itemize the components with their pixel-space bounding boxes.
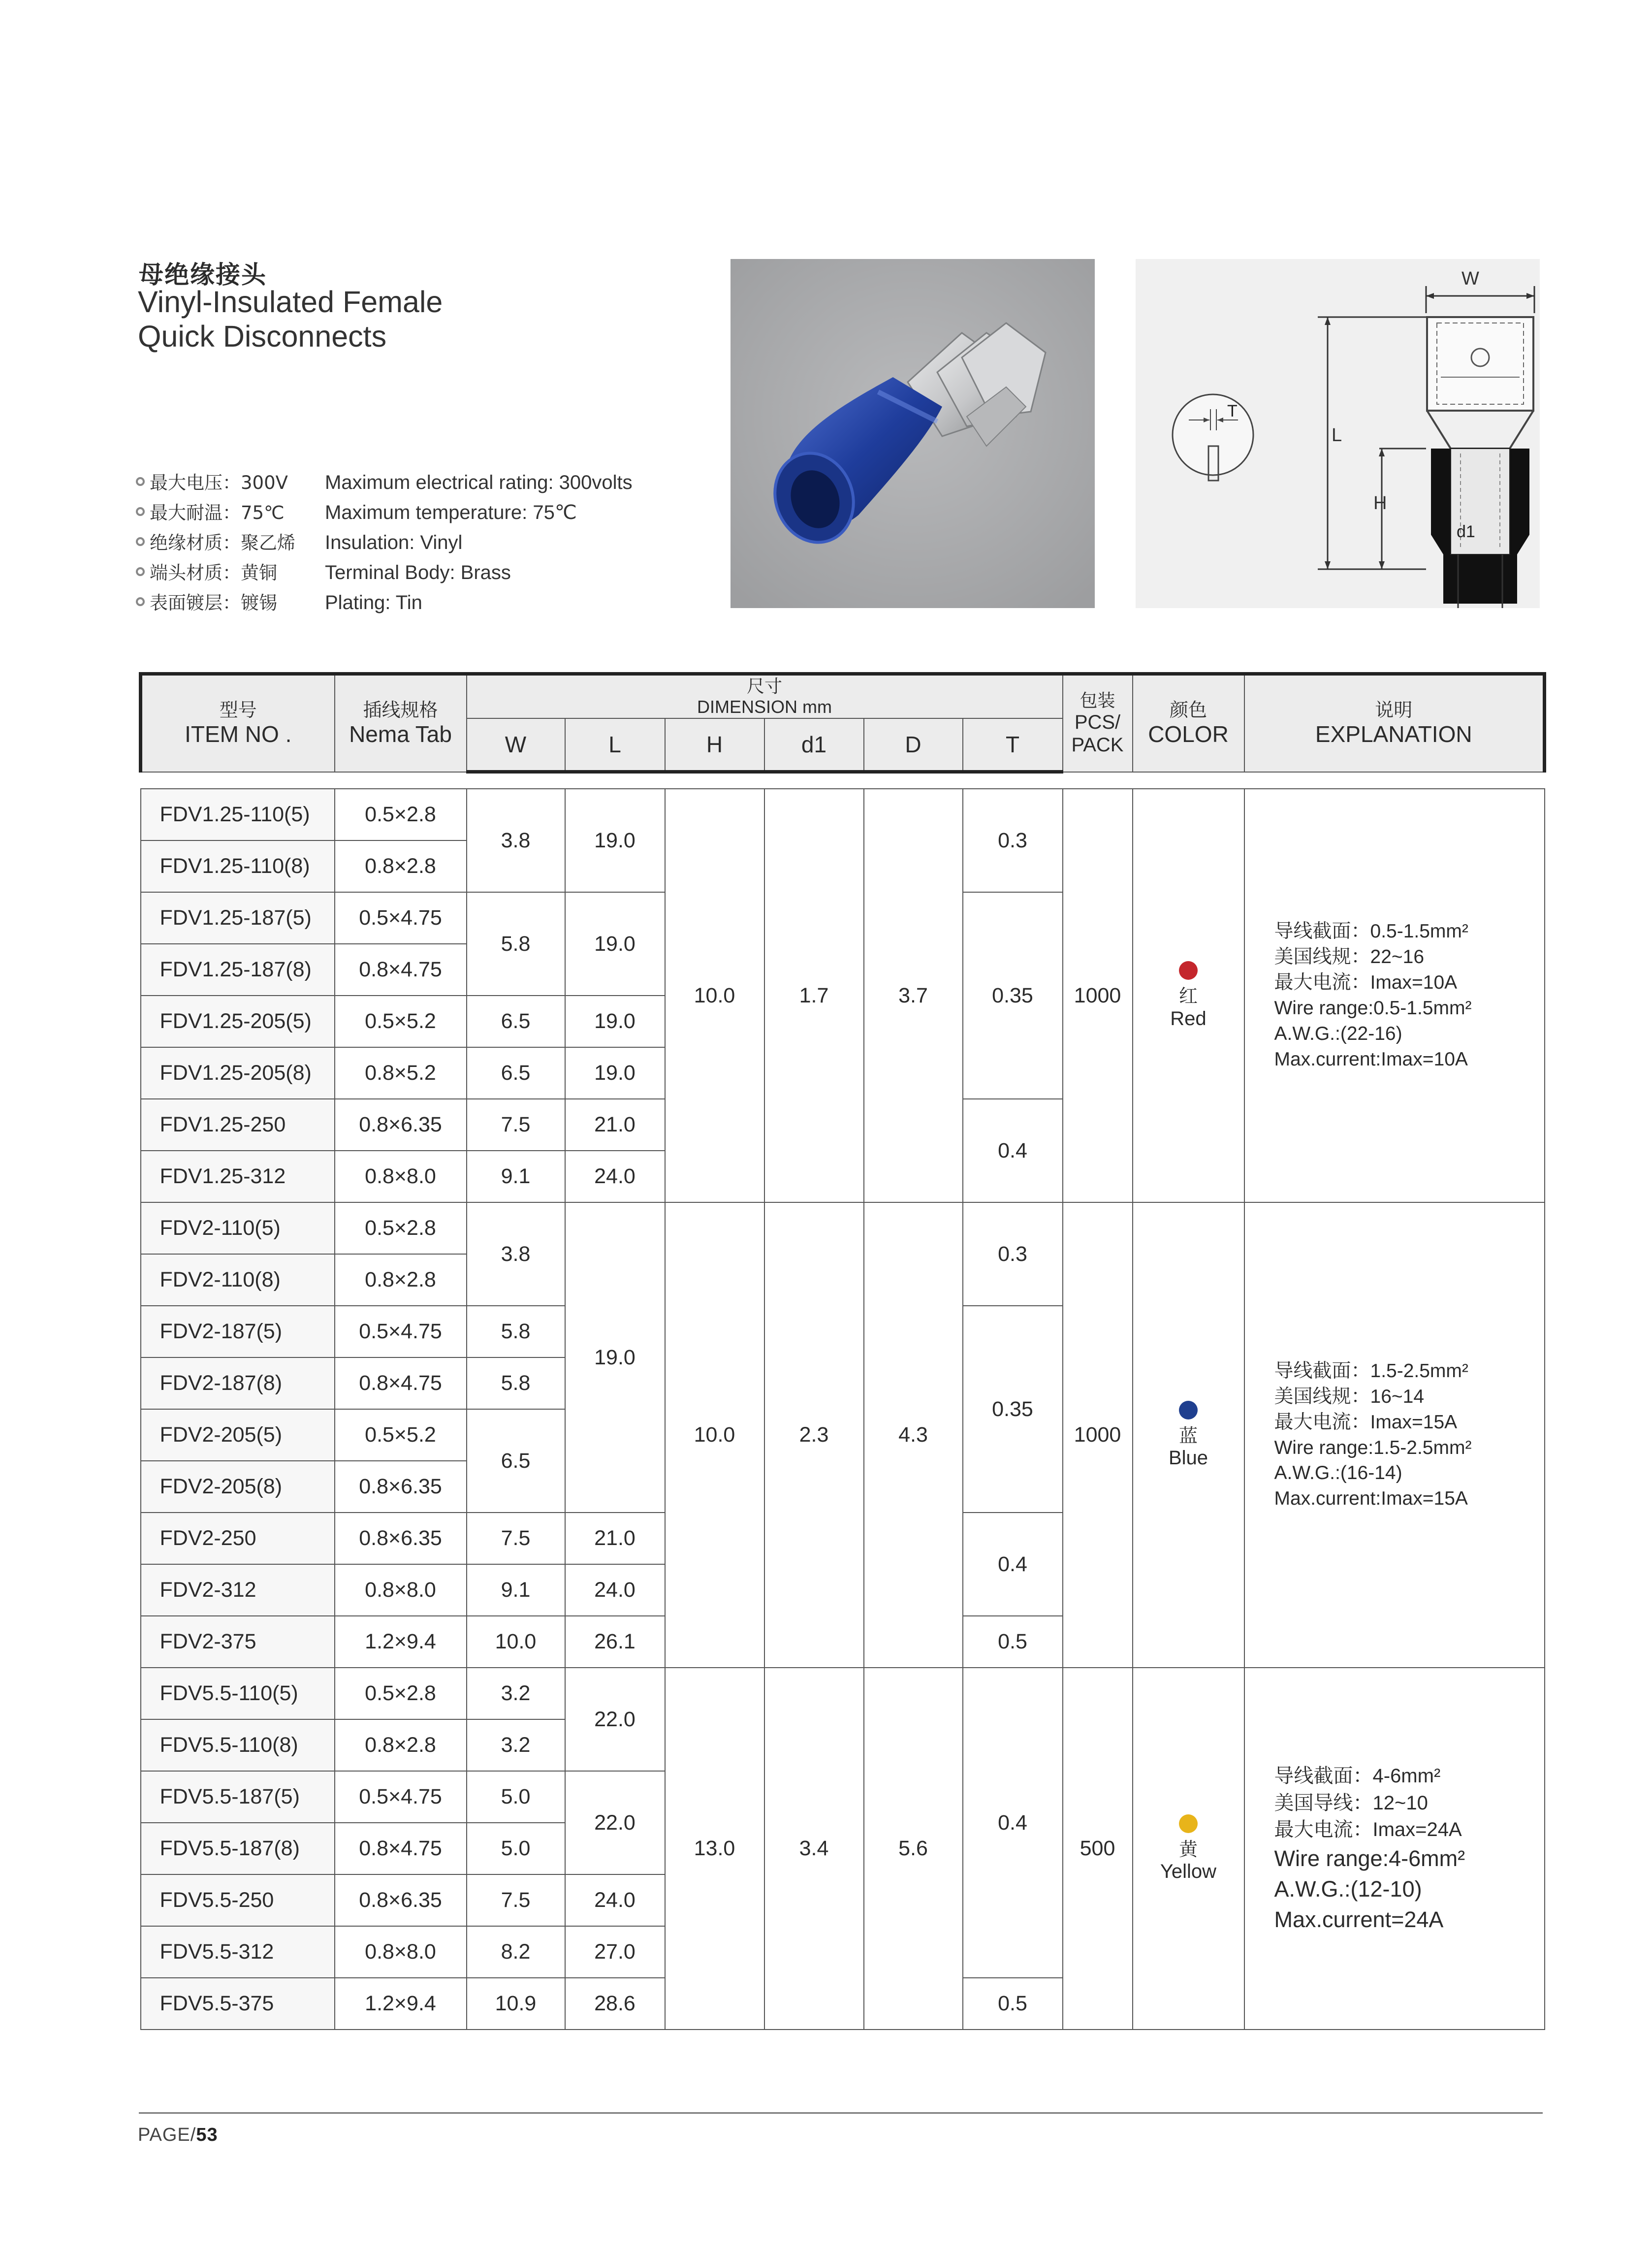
title-english-line1: Vinyl-Insulated Female bbox=[138, 285, 443, 319]
dim-l: 24.0 bbox=[565, 1874, 665, 1926]
bullet-icon bbox=[136, 477, 145, 486]
nema-tab: 0.8×5.2 bbox=[335, 1047, 467, 1099]
dim-d: 3.7 bbox=[864, 789, 963, 1202]
explanation-line: Wire range:0.5-1.5mm² bbox=[1274, 998, 1472, 1019]
header-color-en: COLOR bbox=[1148, 721, 1229, 747]
dim-d: 4.3 bbox=[864, 1202, 963, 1668]
dim-t: 0.5 bbox=[963, 1616, 1063, 1668]
header-dimension-en: DIMENSION mm bbox=[697, 697, 832, 717]
nema-tab: 0.8×6.35 bbox=[335, 1513, 467, 1564]
header-pack-en1: PCS/ bbox=[1074, 711, 1121, 733]
dim-w: 3.8 bbox=[467, 1202, 565, 1306]
color-cell bbox=[1133, 1668, 1244, 2030]
header-tab-cn: 插线规格 bbox=[363, 699, 438, 721]
nema-tab: 0.8×8.0 bbox=[335, 1564, 467, 1616]
nema-tab: 0.8×8.0 bbox=[335, 1151, 467, 1202]
dimension-diagram bbox=[1136, 259, 1540, 608]
table-row bbox=[141, 1668, 1545, 1719]
nema-tab: 0.8×2.8 bbox=[335, 840, 467, 892]
page-prefix: PAGE/ bbox=[138, 2125, 196, 2145]
item-number: FDV2-187(5) bbox=[141, 1306, 335, 1357]
explanation-line: A.W.G.:(12-10) bbox=[1274, 1876, 1422, 1902]
spec-item bbox=[136, 468, 633, 494]
product-photo bbox=[731, 259, 1095, 608]
nema-tab: 0.8×2.8 bbox=[335, 1719, 467, 1771]
explanation-line: Max.current=24A bbox=[1274, 1906, 1444, 1932]
connector-illustration bbox=[731, 259, 1095, 608]
dim-l: 19.0 bbox=[565, 789, 665, 892]
nema-tab: 0.5×5.2 bbox=[335, 1409, 467, 1461]
header-dimension bbox=[467, 674, 1063, 719]
explanation-line: 美国线规：22~16 bbox=[1274, 946, 1425, 968]
diagram-w-label: W bbox=[1461, 268, 1479, 289]
item-number: FDV2-205(8) bbox=[141, 1461, 335, 1513]
header-d1: d1 bbox=[764, 718, 864, 772]
item-number: FDV1.25-187(8) bbox=[141, 944, 335, 996]
bullet-icon bbox=[136, 507, 145, 516]
dimension-drawing bbox=[1136, 259, 1540, 608]
dim-t: 0.3 bbox=[963, 789, 1063, 892]
header-item-no bbox=[141, 674, 335, 772]
spec-en: Maximum temperature: 75℃ bbox=[325, 502, 577, 523]
spec-en: Plating: Tin bbox=[325, 592, 422, 613]
header-color-cn: 颜色 bbox=[1169, 699, 1207, 721]
dim-t: 0.4 bbox=[963, 1668, 1063, 1978]
dim-d1: 1.7 bbox=[764, 789, 864, 1202]
dim-l: 24.0 bbox=[565, 1151, 665, 1202]
header-w: W bbox=[467, 718, 565, 772]
item-number: FDV1.25-205(8) bbox=[141, 1047, 335, 1099]
dim-l: 22.0 bbox=[565, 1668, 665, 1771]
diagram-t-label: T bbox=[1227, 402, 1238, 420]
item-number: FDV2-375 bbox=[141, 1616, 335, 1668]
item-number: FDV2-205(5) bbox=[141, 1409, 335, 1461]
header-l: L bbox=[565, 718, 665, 772]
spec-item bbox=[136, 498, 577, 524]
dim-h: 10.0 bbox=[665, 1202, 764, 1668]
dim-w: 5.0 bbox=[467, 1771, 565, 1823]
dim-l: 19.0 bbox=[565, 996, 665, 1047]
header-explanation-cn: 说明 bbox=[1375, 699, 1413, 721]
dim-w: 6.5 bbox=[467, 1409, 565, 1513]
dim-l: 21.0 bbox=[565, 1099, 665, 1151]
dim-w: 7.5 bbox=[467, 1099, 565, 1151]
dim-l: 27.0 bbox=[565, 1926, 665, 1978]
nema-tab: 1.2×9.4 bbox=[335, 1616, 467, 1668]
item-number: FDV1.25-110(5) bbox=[141, 789, 335, 840]
color-cell bbox=[1133, 789, 1244, 1202]
nema-tab: 0.5×5.2 bbox=[335, 996, 467, 1047]
dim-h: 13.0 bbox=[665, 1668, 764, 2030]
header-h: H bbox=[665, 718, 764, 772]
dim-w: 5.8 bbox=[467, 892, 565, 996]
color-en: Red bbox=[1170, 1007, 1207, 1030]
nema-tab: 0.5×2.8 bbox=[335, 789, 467, 840]
nema-tab: 0.8×6.35 bbox=[335, 1099, 467, 1151]
explanation-line: Wire range:4-6mm² bbox=[1274, 1846, 1465, 1871]
header-item-en: ITEM NO . bbox=[185, 721, 292, 747]
dim-w: 6.5 bbox=[467, 1047, 565, 1099]
item-number: FDV1.25-187(5) bbox=[141, 892, 335, 944]
spec-item bbox=[136, 588, 422, 614]
item-number: FDV5.5-375 bbox=[141, 1978, 335, 2030]
explanation-line: 美国线规：16~14 bbox=[1274, 1386, 1425, 1407]
color-en: Yellow bbox=[1160, 1861, 1217, 1883]
dim-t: 0.35 bbox=[963, 892, 1063, 1099]
explanation bbox=[1244, 789, 1545, 1202]
color-cn: 黄 bbox=[1178, 1838, 1198, 1860]
dim-l: 24.0 bbox=[565, 1564, 665, 1616]
dim-l: 19.0 bbox=[565, 1047, 665, 1099]
dim-l: 22.0 bbox=[565, 1771, 665, 1874]
diagram-l-label: L bbox=[1332, 425, 1342, 446]
dim-w: 9.1 bbox=[467, 1564, 565, 1616]
nema-tab: 0.8×4.75 bbox=[335, 1357, 467, 1409]
bullet-icon bbox=[136, 567, 145, 576]
header-color bbox=[1133, 674, 1244, 772]
dim-d: 5.6 bbox=[864, 1668, 963, 2030]
dim-d1: 2.3 bbox=[764, 1202, 864, 1668]
explanation-line: Max.current:Imax=10A bbox=[1274, 1048, 1468, 1070]
footer-divider bbox=[139, 2112, 1543, 2114]
dim-w: 6.5 bbox=[467, 996, 565, 1047]
item-number: FDV5.5-110(5) bbox=[141, 1668, 335, 1719]
item-number: FDV2-187(8) bbox=[141, 1357, 335, 1409]
explanation-line: A.W.G.:(22-16) bbox=[1274, 1023, 1402, 1044]
dim-w: 5.8 bbox=[467, 1357, 565, 1409]
pack-qty: 1000 bbox=[1063, 1202, 1133, 1668]
item-number: FDV1.25-205(5) bbox=[141, 996, 335, 1047]
nema-tab: 0.8×8.0 bbox=[335, 1926, 467, 1978]
specification-table bbox=[139, 672, 1546, 2030]
dim-t: 0.3 bbox=[963, 1202, 1063, 1306]
spec-cn: 最大电压：300V bbox=[150, 472, 288, 493]
item-number: FDV2-110(5) bbox=[141, 1202, 335, 1254]
dim-w: 3.2 bbox=[467, 1719, 565, 1771]
spec-cn: 最大耐温：75℃ bbox=[150, 502, 285, 523]
header-d: D bbox=[864, 718, 963, 772]
page-number bbox=[138, 2125, 218, 2146]
header-item-cn: 型号 bbox=[219, 699, 257, 721]
header-t: T bbox=[963, 718, 1063, 772]
dim-l: 21.0 bbox=[565, 1513, 665, 1564]
red-dot-icon bbox=[1179, 961, 1198, 980]
explanation bbox=[1244, 1668, 1545, 2030]
explanation-line: 导线截面：0.5-1.5mm² bbox=[1274, 921, 1468, 942]
explanation-line: 导线截面：1.5-2.5mm² bbox=[1274, 1360, 1468, 1382]
item-number: FDV5.5-312 bbox=[141, 1926, 335, 1978]
dim-l: 26.1 bbox=[565, 1616, 665, 1668]
dim-t: 0.35 bbox=[963, 1306, 1063, 1513]
diagram-h-label: H bbox=[1373, 493, 1387, 514]
nema-tab: 0.5×4.75 bbox=[335, 892, 467, 944]
item-number: FDV2-312 bbox=[141, 1564, 335, 1616]
spec-en: Insulation: Vinyl bbox=[325, 532, 463, 553]
pack-qty: 500 bbox=[1063, 1668, 1133, 2030]
explanation-line: 最大电流：Imax=15A bbox=[1274, 1411, 1458, 1433]
nema-tab: 0.8×4.75 bbox=[335, 944, 467, 996]
dim-t: 0.5 bbox=[963, 1978, 1063, 2030]
explanation-line: 美国导线：12~10 bbox=[1274, 1792, 1428, 1814]
spec-cn: 端头材质：黄铜 bbox=[150, 562, 277, 583]
title-english-line2: Quick Disconnects bbox=[138, 320, 387, 353]
header-nema-tab bbox=[335, 674, 467, 772]
spec-cn: 表面镀层：镀锡 bbox=[150, 592, 277, 613]
dim-h: 10.0 bbox=[665, 789, 764, 1202]
explanation-line: 导线截面：4-6mm² bbox=[1274, 1765, 1441, 1787]
dim-w: 8.2 bbox=[467, 1926, 565, 1978]
nema-tab: 0.8×6.35 bbox=[335, 1874, 467, 1926]
dim-w: 7.5 bbox=[467, 1513, 565, 1564]
item-number: FDV1.25-110(8) bbox=[141, 840, 335, 892]
item-number: FDV2-110(8) bbox=[141, 1254, 335, 1306]
item-number: FDV2-250 bbox=[141, 1513, 335, 1564]
dim-w: 9.1 bbox=[467, 1151, 565, 1202]
nema-tab: 0.5×2.8 bbox=[335, 1668, 467, 1719]
item-number: FDV5.5-187(5) bbox=[141, 1771, 335, 1823]
diagram-d1-label: d1 bbox=[1457, 522, 1475, 541]
item-number: FDV1.25-250 bbox=[141, 1099, 335, 1151]
dim-t: 0.4 bbox=[963, 1099, 1063, 1202]
explanation-line: 最大电流：Imax=24A bbox=[1274, 1819, 1462, 1841]
bullet-icon bbox=[136, 597, 145, 606]
spec-en: Maximum electrical rating: 300volts bbox=[325, 472, 633, 493]
explanation-line: Max.current:Imax=15A bbox=[1274, 1488, 1468, 1510]
dim-w: 10.9 bbox=[467, 1978, 565, 2030]
header-tab-en: Nema Tab bbox=[349, 721, 452, 747]
nema-tab: 0.5×2.8 bbox=[335, 1202, 467, 1254]
nema-tab: 1.2×9.4 bbox=[335, 1978, 467, 2030]
explanation-line: 最大电流：Imax=10A bbox=[1274, 972, 1458, 994]
nema-tab: 0.8×6.35 bbox=[335, 1461, 467, 1513]
header-dimension-cn: 尺寸 bbox=[746, 676, 782, 697]
nema-tab: 0.8×2.8 bbox=[335, 1254, 467, 1306]
header-pack bbox=[1063, 674, 1133, 772]
dim-w: 7.5 bbox=[467, 1874, 565, 1926]
explanation-line: A.W.G.:(16-14) bbox=[1274, 1462, 1402, 1484]
item-number: FDV5.5-110(8) bbox=[141, 1719, 335, 1771]
nema-tab: 0.5×4.75 bbox=[335, 1306, 467, 1357]
header-explanation-en: EXPLANATION bbox=[1315, 721, 1472, 747]
table-row bbox=[141, 789, 1545, 840]
spec-en: Terminal Body: Brass bbox=[325, 562, 511, 583]
spacer-row bbox=[141, 772, 1545, 789]
nema-tab: 0.8×4.75 bbox=[335, 1823, 467, 1874]
color-cn: 蓝 bbox=[1178, 1424, 1198, 1447]
header-pack-cn: 包装 bbox=[1080, 690, 1115, 711]
title-chinese: 母绝缘接头 bbox=[139, 260, 267, 289]
page-number-value: 53 bbox=[196, 2125, 218, 2145]
dim-w: 5.8 bbox=[467, 1306, 565, 1357]
dim-t: 0.4 bbox=[963, 1513, 1063, 1616]
bullet-icon bbox=[136, 537, 145, 546]
color-en: Blue bbox=[1168, 1447, 1208, 1469]
spec-cn: 绝缘材质：聚乙烯 bbox=[150, 532, 295, 553]
dim-l: 19.0 bbox=[565, 1202, 665, 1513]
explanation bbox=[1244, 1202, 1545, 1668]
dim-w: 3.8 bbox=[467, 789, 565, 892]
item-number: FDV5.5-250 bbox=[141, 1874, 335, 1926]
spec-item bbox=[136, 528, 462, 554]
header-explanation bbox=[1244, 674, 1545, 772]
dim-l: 19.0 bbox=[565, 892, 665, 996]
dim-d1: 3.4 bbox=[764, 1668, 864, 2030]
blue-dot-icon bbox=[1179, 1401, 1198, 1419]
yellow-dot-icon bbox=[1179, 1814, 1198, 1833]
item-number: FDV1.25-312 bbox=[141, 1151, 335, 1202]
dim-l: 28.6 bbox=[565, 1978, 665, 2030]
item-number: FDV5.5-187(8) bbox=[141, 1823, 335, 1874]
header-pack-en2: PACK bbox=[1071, 734, 1124, 756]
color-cell bbox=[1133, 1202, 1244, 1668]
color-cn: 红 bbox=[1178, 985, 1198, 1007]
table-row bbox=[141, 1202, 1545, 1254]
nema-tab: 0.5×4.75 bbox=[335, 1771, 467, 1823]
spec-item bbox=[136, 558, 511, 584]
pack-qty: 1000 bbox=[1063, 789, 1133, 1202]
dim-w: 5.0 bbox=[467, 1823, 565, 1874]
dim-w: 3.2 bbox=[467, 1668, 565, 1719]
explanation-line: Wire range:1.5-2.5mm² bbox=[1274, 1437, 1472, 1458]
dim-w: 10.0 bbox=[467, 1616, 565, 1668]
